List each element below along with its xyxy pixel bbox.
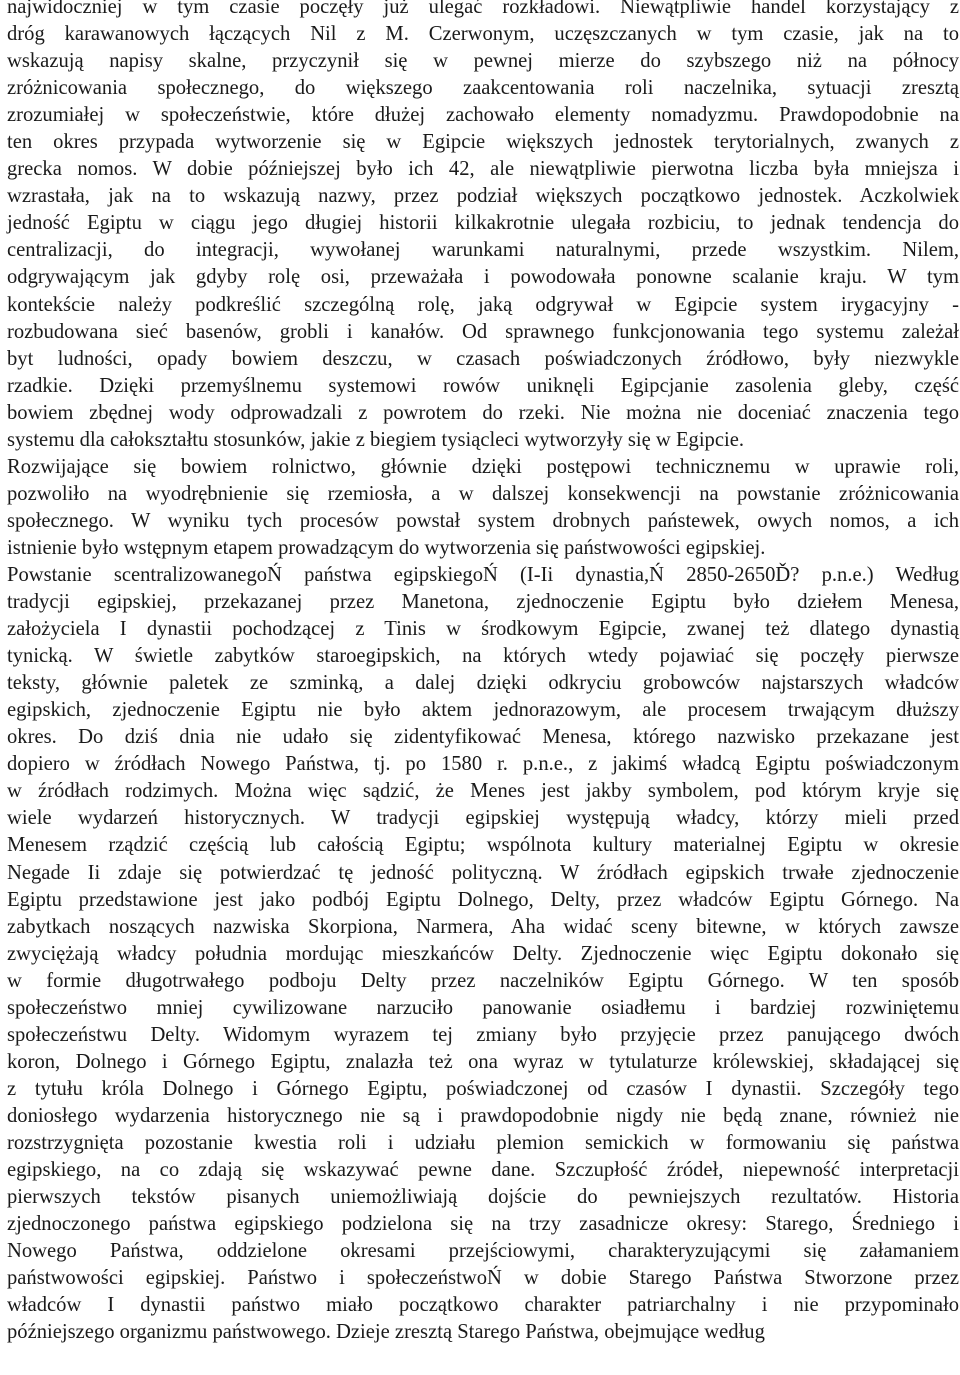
text-line: [7, 1319, 959, 1346]
text-line: [7, 1022, 959, 1049]
text-line: [7, 48, 959, 75]
text-line: [7, 1238, 959, 1265]
text-line-content: dopiero w źródłach Nowego Państwa, tj. po 1580 r. p.n.e., z jakimś władcą Egiptu poświadczonym: [7, 753, 959, 776]
text-line-content: wiele wydarzeń historycznych. W tradycji egipskiej występują władcy, którzy mieli przed: [7, 807, 959, 830]
text-line: [7, 1265, 959, 1292]
text-line: [7, 319, 959, 346]
text-line-content: zjednoczonego państwa egipskiego podzielona się na trzy zasadnicze okresy: Starego, Średniego i: [7, 1213, 959, 1236]
text-line: [7, 697, 959, 724]
text-line: [7, 1103, 959, 1130]
text-line: [7, 887, 959, 914]
text-line-content: egipskich, zjednoczenie Egiptu nie było aktem jednorazowym, ale procesem trwającym dłuższy: [7, 699, 959, 722]
text-line: [7, 75, 959, 102]
text-line-content: rozbudowana sieć basenów, grobli i kanałów. Od sprawnego funkcjonowania tego systemu zależał: [7, 320, 959, 343]
text-line: [7, 400, 959, 427]
text-line-content: tradycji egipskiej, przekazanej przez Manetona, zjednoczenie Egiptu było dziełem Menesa,: [7, 591, 959, 614]
text-line: [7, 346, 959, 373]
text-line: [7, 129, 959, 156]
text-line: [7, 1049, 959, 1076]
text-line-content: zrozumiałej w społeczeństwie, które dłużej zachowało elementy nomadyzmu. Prawdopodobnie na: [7, 104, 959, 127]
text-line: [7, 1184, 959, 1211]
text-line-content: pozwoliło na wyodrębnienie się rzemiosła, a w dalszej konsekwencji na powstanie zróżnicowania: [7, 482, 959, 505]
text-line: [7, 481, 959, 508]
text-line: [7, 968, 959, 995]
text-line: [7, 210, 959, 237]
text-line: [7, 102, 959, 129]
text-line-content: grecka nomos. W dobie późniejszej było ich 42, ale niewątpliwie pierwotna liczba była mniejsza i: [7, 158, 959, 181]
text-line-content: rozstrzygnięta pozostanie kwestia roli i udziału plemion semickich w formowaniu się państwa: [7, 1131, 959, 1154]
text-line: [7, 805, 959, 832]
text-line: [7, 373, 959, 400]
text-line-content: państwowości egipskiej. Państwo i społeczeństwoŃ w dobie Starego Państwa Stworzone przez: [7, 1267, 959, 1290]
text-line-content: najwidoczniej w tym czasie poczęły już ulegać rozkładowi. Niewątpliwie handel korzystający z: [7, 0, 959, 18]
text-line-content: Negade Ii zdaje się potwierdzać tę jedność polityczną. W źródłach egipskich trwałe zjednoczenie: [7, 861, 959, 884]
text-line-content: w źródłach rodzimych. Można więc sądzić, że Menes jest jakby symbolem, pod którym kryje się: [7, 780, 959, 803]
text-line-content: z tytułu króla Dolnego i Górnego Egiptu, poświadczonej od czasów I dynastii. Szczegóły tego: [7, 1077, 959, 1100]
text-line-content: Nowego Państwa, oddzielone okresami przejściowymi, charakteryzującymi się załamaniem: [7, 1240, 959, 1263]
text-line-content: byt ludności, opady bowiem deszczu, w czasach poświadczonych źródłowo, były niezwykle: [7, 347, 959, 370]
text-line: [7, 237, 959, 264]
text-line: [7, 941, 959, 968]
text-line: [7, 589, 959, 616]
text-line-content: systemu dla całokształtu stosunków, jakie z biegiem tysiącleci wytworzyły się w Egipcie.: [7, 428, 744, 451]
text-line-content: doniosłego wydarzenia historycznego nie są i prawdopodobnie nigdy nie będą znane, również nie: [7, 1104, 959, 1127]
text-line: [7, 183, 959, 210]
text-line-content: społeczeństwo mniej cywilizowane narzuciło panowanie osiadłemu i bardziej rozwiniętemu: [7, 996, 959, 1019]
text-line-content: egipskiego, na co zdają się wskazywać pewne dane. Szczupłość źródeł, niepewność interpretacji: [7, 1159, 959, 1182]
text-line-content: wskazują napisy skalne, przyczynił się w pewnej mierze do szybszego niż na północy: [7, 50, 959, 73]
text-line-content: dróg karawanowych łączących Nil z M. Czerwonym, uczęszczanych w tym czasie, jak na to: [7, 23, 959, 46]
text-line-content: zróżnicowania społecznego, do większego zaakcentowania roli naczelnika, sytuacji zresztą: [7, 77, 959, 100]
text-line: [7, 1157, 959, 1184]
text-line-content: Rozwijające się bowiem rolnictwo, głównie dzięki postępowi technicznemu w uprawie roli,: [7, 455, 959, 478]
text-line-content: późniejszego organizmu państwowego. Dzieje zresztą Starego Państwa, obejmujące według: [7, 1321, 765, 1344]
text-line-content: tynicką. W świetle zabytków staroegipskich, na których wtedy pojawiać się poczęły pierwsze: [7, 645, 959, 668]
text-line: [7, 724, 959, 751]
text-line-content: społeczeństwu Delty. Widomym wyrazem tej zmiany było przyjęcie przez panującego dwóch: [7, 1023, 959, 1046]
text-line: [7, 832, 959, 859]
text-line-content: wzrastała, jak na to wskazują nazwy, przez podział większych początkowo jednostek. Aczkolwiek: [7, 185, 959, 208]
text-line: [7, 670, 959, 697]
text-line: [7, 751, 959, 778]
text-line-content: założyciela I dynastii pochodzącej z Tinis w środkowym Egipcie, zwanej też dlatego dynastią: [7, 618, 959, 641]
text-line-content: okres. Do dziś dnia nie udało się zidentyfikować Menesa, którego nazwisko przekazane jest: [7, 726, 959, 749]
text-line: [7, 1130, 959, 1157]
text-line: [7, 860, 959, 887]
text-line-content: zwyciężają władcy południa mordując mieszkańców Delty. Zjednoczenie więc Egiptu dokonało się: [7, 942, 959, 965]
text-line-content: kontekście należy podkreślić szczególną rolę, jaką odgrywał w Egipcie system irygacyjny -: [7, 293, 959, 316]
text-line: [7, 454, 959, 481]
text-line-content: rzadkie. Dzięki przemyślnemu systemowi rowów uniknęli Egipcjanie zasolenia gleby, część: [7, 374, 959, 397]
text-line-content: odgrywającym jak gdyby rolę osi, przeważała i powodowała ponowne scalanie kraju. W tym: [7, 266, 959, 289]
text-line-content: istnienie było wstępnym etapem prowadzącym do wytworzenia się państwowości egipskiej.: [7, 536, 766, 559]
text-line-content: Egiptu przedstawione jest jako podbój Egiptu Dolnego, Delty, przez władców Egiptu Górnego. Na: [7, 888, 959, 911]
text-line-content: ten okres przypada wytworzenie się w Egipcie większych jednostek terytorialnych, zwanych z: [7, 131, 959, 154]
text-line-content: społecznego. W wyniku tych procesów powstał system drobnych państewek, owych nomos, a ich: [7, 509, 959, 532]
body-text: [7, 0, 959, 1346]
text-line: [7, 778, 959, 805]
text-line: [7, 562, 959, 589]
text-line: [7, 0, 959, 21]
text-line-content: Powstanie scentralizowanegoŃ państwa egipskiegoŃ (I-Ii dynastia,Ń 2850-2650Ď? p.n.e.) Według: [7, 563, 959, 586]
text-line-content: władców I dynastii państwo miało początkowo charakter patriarchalny i nie przypominało: [7, 1294, 959, 1317]
text-line: [7, 995, 959, 1022]
text-line: [7, 1211, 959, 1238]
text-line-content: jedność Egiptu w ciągu jego długiej historii kilkakrotnie ulegała rozbiciu, to jednak tendencja do: [7, 212, 959, 235]
text-line-content: koron, Dolnego i Górnego Egiptu, znalazła też ona wyraz w tytulaturze królewskiej, składającej się: [7, 1050, 959, 1073]
text-line: [7, 427, 959, 454]
text-line: [7, 616, 959, 643]
text-line: [7, 643, 959, 670]
text-line: [7, 292, 959, 319]
text-line-content: pierwszych tekstów pisanych uniemożliwiają dojście do pewniejszych rezultatów. Historia: [7, 1186, 959, 1209]
text-line: [7, 1292, 959, 1319]
text-line-content: teksty, głównie paletek ze szminką, a dalej dzięki odkryciu grobowców najstarszych władców: [7, 672, 959, 695]
text-line: [7, 914, 959, 941]
text-line-content: zabytkach noszących nazwiska Skorpiona, Narmera, Aha widać sceny bitewne, w których zawsze: [7, 915, 959, 938]
text-line-content: bowiem zbędnej wody odprowadzali z powrotem do rzeki. Nie można nie doceniać znaczenia tego: [7, 401, 959, 424]
text-line: [7, 535, 959, 562]
text-line: [7, 508, 959, 535]
text-line: [7, 21, 959, 48]
text-line-content: w formie długotrwałego podboju Delty przez naczelników Egiptu Górnego. W ten sposób: [7, 969, 959, 992]
text-line: [7, 264, 959, 291]
text-line: [7, 156, 959, 183]
text-line: [7, 1076, 959, 1103]
text-line-content: Menesem rządzić częścią lub całością Egiptu; wspólnota kultury materialnej Egiptu w okresie: [7, 834, 959, 857]
text-line-content: centralizacji, do integracji, wywołanej warunkami naturalnymi, przede wszystkim. Nilem,: [7, 239, 959, 262]
